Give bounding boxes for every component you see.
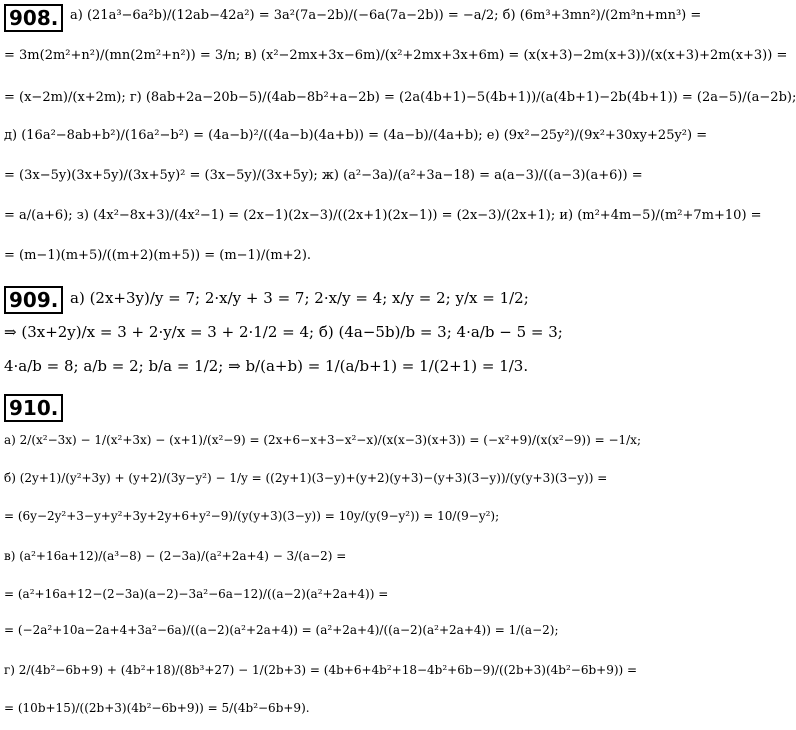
solution-line: б) (2y+1)/(y²+3y) + (y+2)/(3y−y²) − 1/y = ((2y+1)(3−y)+(y+2)(y+3)−(y+3)(3−y))/(y(y+3)(3−y)) = [4,471,608,485]
solution-line: д) (16a²−8ab+b²)/(16a²−b²) = (4a−b)²/((4a−b)(4a+b)) = (4a−b)/(4a+b); е) (9x²−25y²)/(9x²+30xy+25y²) = [4,128,708,143]
solution-line: = a/(a+6); з) (4x²−8x+3)/(4x²−1) = (2x−1)(2x−3)/((2x+1)(2x−1)) = (2x−3)/(2x+1); и) (m²+4m−5)/(m²+7m+10) = [4,208,762,223]
solution-line: а) 2/(x²−3x) − 1/(x²+3x) − (x+1)/(x²−9) = (2x+6−x+3−x²−x)/(x(x−3)(x+3)) = (−x²+9)/(x(x²−9)) = −1/x; [4,433,641,447]
solution-line: = (10b+15)/((2b+3)(4b²−6b+9)) = 5/(4b²−6b+9). [4,701,310,715]
solution-line: ⇒ (3x+2y)/x = 3 + 2·y/x = 3 + 2·1/2 = 4; б) (4a−5b)/b = 3; 4·a/b − 5 = 3; [4,323,563,341]
solution-line: = (m−1)(m+5)/((m+2)(m+5)) = (m−1)/(m+2). [4,248,312,263]
solution-line: = (x−2m)/(x+2m); г) (8ab+2a−20b−5)/(4ab−8b²+a−2b) = (2a(4b+1)−5(4b+1))/(a(4b+1)−2b(4b+1)) = (2a−5)/(a−2b); [4,90,796,105]
solution-line: = (a²+16a+12−(2−3a)(a−2)−3a²−6a−12)/((a−2)(a²+2a+4)) = [4,587,389,601]
solution-line: = (−2a²+10a−2a+4+3a²−6a)/((a−2)(a²+2a+4)) = (a²+2a+4)/((a−2)(a²+2a+4)) = 1/(a−2); [4,623,559,637]
problem-number-badge: 909. [4,286,63,314]
solution-line: 4·a/b = 8; a/b = 2; b/a = 1/2; ⇒ b/(a+b) = 1/(a/b+1) = 1/(2+1) = 1/3. [4,357,529,375]
solution-line: г) 2/(4b²−6b+9) + (4b²+18)/(8b³+27) − 1/(2b+3) = (4b+6+4b²+18−4b²+6b−9)/((2b+3)(4b²−6b+9)) = [4,663,638,677]
solution-line: в) (a²+16a+12)/(a³−8) − (2−3a)/(a²+2a+4) − 3/(a−2) = [4,549,347,563]
problem-910-number [4,394,63,422]
solution-line: а) (2x+3y)/y = 7; 2·x/y + 3 = 7; 2·x/y = 4; x/y = 2; y/x = 1/2; [70,289,529,307]
solution-line: = 3m(2m²+n²)/(mn(2m²+n²)) = 3/n; в) (x²−2mx+3x−6m)/(x²+2mx+3x+6m) = (x(x+3)−2m(x+3))/(x(x+3)+2m(x+3)) = [4,48,788,63]
solution-line: = (3x−5y)(3x+5y)/(3x+5y)² = (3x−5y)/(3x+5y); ж) (a²−3a)/(a²+3a−18) = a(a−3)/((a−3)(a+6)) = [4,168,643,183]
problem-number-badge: 910. [4,394,63,422]
problem-908-number [4,4,63,32]
solution-line: а) (21a³−6a²b)/(12ab−42a²) = 3a²(7a−2b)/(−6a(7a−2b)) = −a/2; б) (6m³+3mn²)/(2m³n+mn³) = [70,8,702,23]
problem-909-number [4,286,63,314]
problem-number-badge: 908. [4,4,63,32]
solution-line: = (6y−2y²+3−y+y²+3y+2y+6+y²−9)/(y(y+3)(3−y)) = 10y/(y(9−y²)) = 10/(9−y²); [4,509,500,523]
